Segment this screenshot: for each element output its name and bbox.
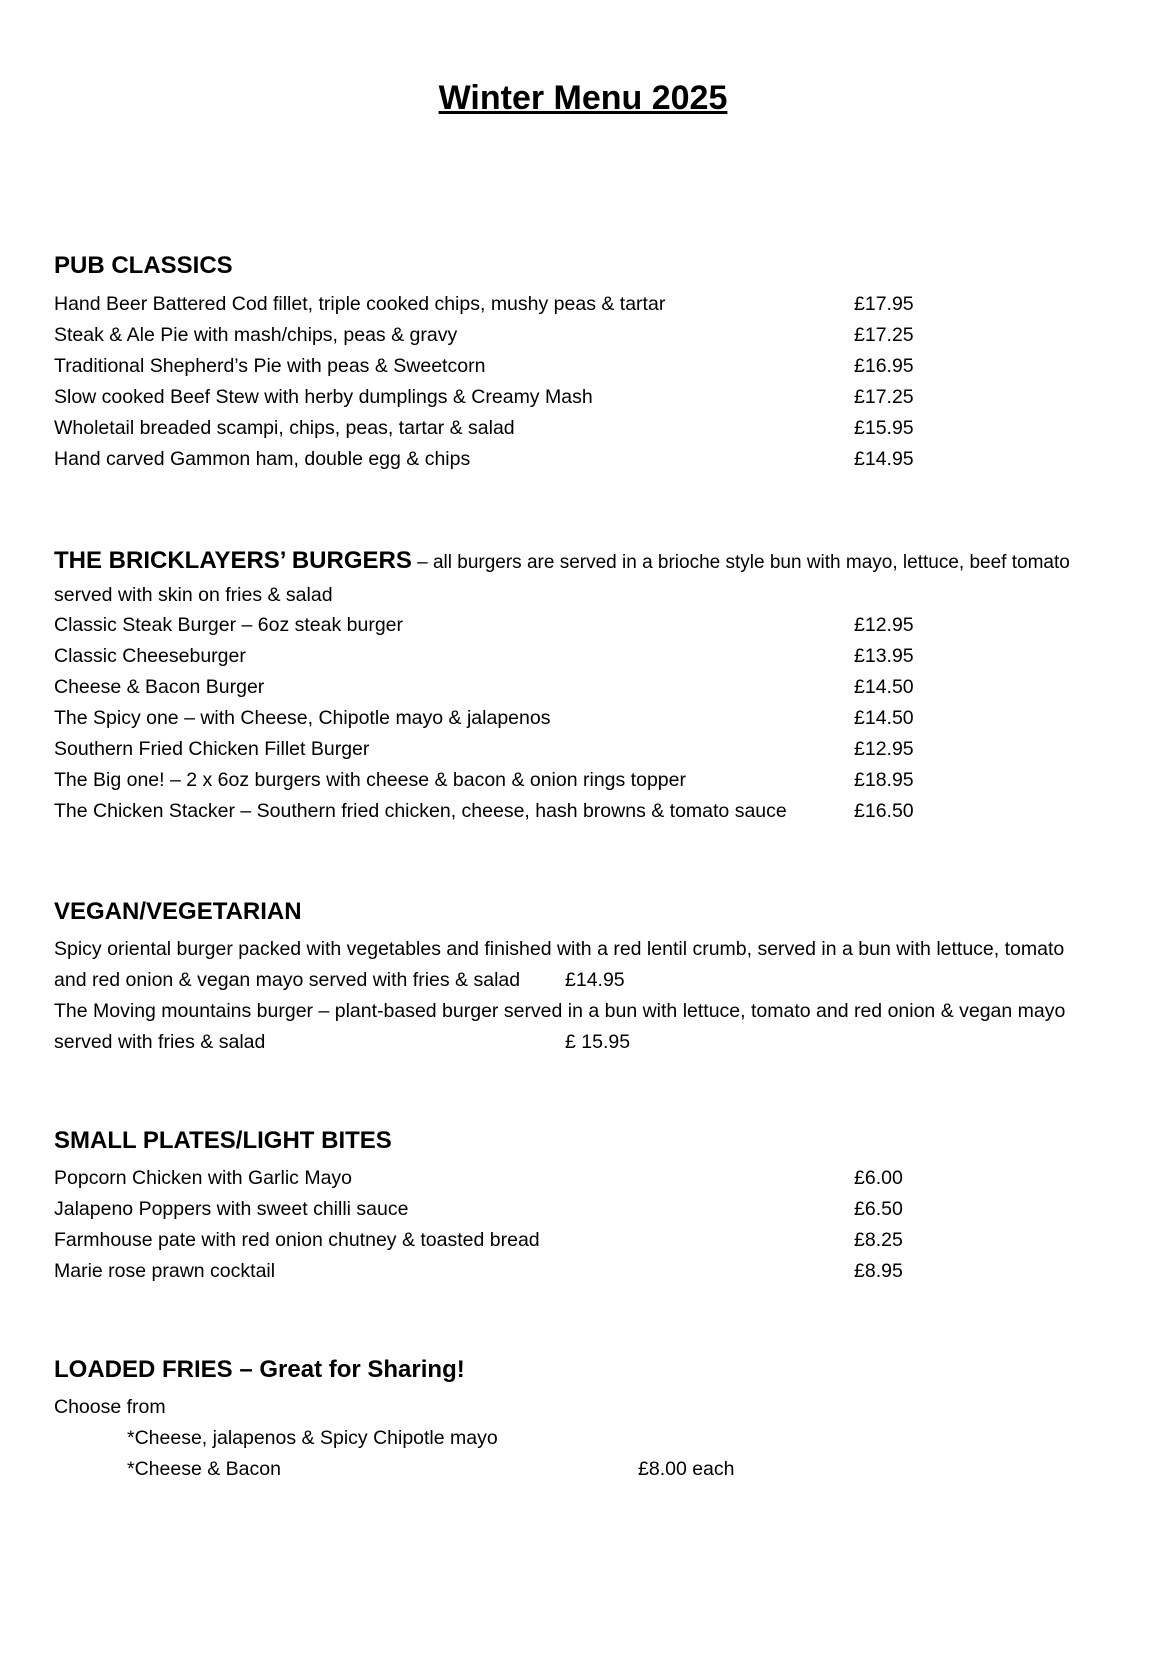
menu-item [54,1164,1104,1192]
menu-item [54,673,1104,701]
loaded-fries-price: £8.00 each [638,1458,735,1480]
item-name: Marie rose prawn cocktail [54,1260,276,1282]
vegan-item-1-line-1: Spicy oriental burger packed with vegetables and finished with a red lentil crumb, served in a bun with lettuce, tomato [54,938,1065,960]
menu-item [54,321,1104,349]
vegan-item-1-line-2: and red onion & vegan mayo served with fries & salad [54,969,521,991]
item-price: £6.50 [854,1198,903,1220]
page-title: Winter Menu 2025 [438,79,728,117]
menu-item [54,797,1104,825]
item-name: Jalapeno Poppers with sweet chilli sauce [54,1198,409,1220]
menu-item [54,1257,1104,1285]
item-price: £8.25 [854,1229,903,1251]
menu-item [54,642,1104,670]
loaded-fries-option-2: *Cheese & Bacon [127,1458,281,1480]
item-price: £12.95 [854,738,914,760]
menu-item [54,704,1104,732]
item-price: £14.50 [854,707,914,729]
menu-item [54,766,1104,794]
item-price: £18.95 [854,769,914,791]
burgers-heading-text: THE BRICKLAYERS’ BURGERS [54,547,412,574]
item-price: £14.95 [854,448,914,470]
menu-item [54,414,1104,442]
menu-item [54,352,1104,380]
menu-item [54,611,1104,639]
menu-item [54,1226,1104,1254]
item-name: Popcorn Chicken with Garlic Mayo [54,1167,353,1189]
item-name: Wholetail breaded scampi, chips, peas, tartar & salad [54,417,515,439]
burgers-note: – all burgers are served in a brioche style bun with mayo, lettuce, beef tomato [411,552,1070,573]
vegan-item-2-line-1: The Moving mountains burger – plant-based burger served in a bun with lettuce, tomato and red onion & vegan mayo [54,1000,1066,1022]
menu-item [54,290,1104,318]
item-price: £16.50 [854,800,914,822]
burgers-note-continued: served with skin on fries & salad [54,584,333,606]
item-price: £17.25 [854,386,914,408]
item-price: £12.95 [854,614,914,636]
item-name: Slow cooked Beef Stew with herby dumplings & Creamy Mash [54,386,593,408]
item-name: Steak & Ale Pie with mash/chips, peas & gravy [54,324,458,346]
loaded-fries-intro: Choose from [54,1396,166,1418]
item-name: Cheese & Bacon Burger [54,676,265,698]
item-name: Southern Fried Chicken Fillet Burger [54,738,370,760]
loaded-fries-option-1: *Cheese, jalapenos & Spicy Chipotle mayo [127,1427,498,1449]
section-heading-vegan: VEGAN/VEGETARIAN [54,898,302,925]
item-price: £6.00 [854,1167,903,1189]
vegan-item-2-price: £ 15.95 [565,1031,631,1053]
item-name: The Big one! – 2 x 6oz burgers with cheese & bacon & onion rings topper [54,769,686,791]
item-price: £14.50 [854,676,914,698]
section-heading-loaded-fries: LOADED FRIES – Great for Sharing! [54,1356,465,1383]
section-heading-burgers [54,545,1070,579]
item-name: Farmhouse pate with red onion chutney & toasted bread [54,1229,540,1251]
vegan-item-1-price: £14.95 [565,969,625,991]
section-heading-pub-classics: PUB CLASSICS [54,252,233,279]
item-price: £13.95 [854,645,914,667]
item-price: £17.95 [854,293,914,315]
item-name: Hand Beer Battered Cod fillet, triple cooked chips, mushy peas & tartar [54,293,666,315]
item-name: Classic Steak Burger – 6oz steak burger [54,614,404,636]
item-price: £8.95 [854,1260,903,1282]
item-name: The Chicken Stacker – Southern fried chicken, cheese, hash browns & tomato sauce [54,800,787,822]
item-name: The Spicy one – with Cheese, Chipotle mayo & jalapenos [54,707,551,729]
menu-item [54,1195,1104,1223]
item-name: Hand carved Gammon ham, double egg & chips [54,448,471,470]
section-heading-small-plates: SMALL PLATES/LIGHT BITES [54,1127,392,1154]
vegan-item-2-line-2: served with fries & salad [54,1031,266,1053]
item-price: £16.95 [854,355,914,377]
menu-item [54,445,1104,473]
menu-item [54,383,1104,411]
menu-item [54,735,1104,763]
item-name: Traditional Shepherd’s Pie with peas & Sweetcorn [54,355,486,377]
item-name: Classic Cheeseburger [54,645,246,667]
item-price: £17.25 [854,324,914,346]
item-price: £15.95 [854,417,914,439]
